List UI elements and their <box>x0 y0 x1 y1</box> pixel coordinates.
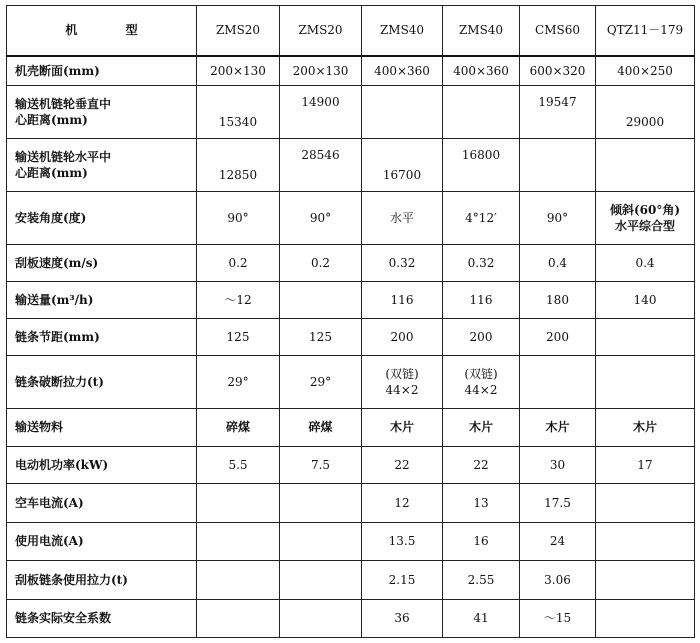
table-cell <box>197 599 280 637</box>
table-row <box>7 522 695 560</box>
table-cell: 200 <box>443 318 520 355</box>
table-cell: 200 <box>362 318 443 355</box>
table-cell: 400×250 <box>596 56 695 86</box>
table-cell <box>596 138 695 192</box>
table-row <box>7 86 695 139</box>
table-cell: 125 <box>197 318 280 355</box>
table-cell: 125 <box>280 318 362 355</box>
table-cell <box>197 561 280 599</box>
table-cell: 29000 <box>596 86 695 139</box>
table-cell <box>280 522 362 560</box>
table-cell: 400×360 <box>443 56 520 86</box>
table-row <box>7 318 695 355</box>
table-row <box>7 599 695 637</box>
table-row <box>7 446 695 483</box>
table-cell: 17 <box>596 446 695 483</box>
table-cell: 36 <box>362 599 443 637</box>
table-cell <box>520 138 596 192</box>
table-cell: 16800 <box>443 138 520 192</box>
table-row <box>7 408 695 446</box>
table-cell: 200×130 <box>197 56 280 86</box>
table-cell: 木片 <box>596 408 695 446</box>
row-label: 空车电流(A) <box>7 484 197 522</box>
table-cell: (双链) 44×2 <box>362 356 443 409</box>
table-cell: 17.5 <box>520 484 596 522</box>
table-cell: 600×320 <box>520 56 596 86</box>
table-cell <box>197 522 280 560</box>
table-row <box>7 282 695 318</box>
row-label: 链条实际安全系数 <box>7 599 197 637</box>
table-row <box>7 56 695 86</box>
table-cell: 22 <box>443 446 520 483</box>
table-cell: 5.5 <box>197 446 280 483</box>
table-cell: 碎煤 <box>197 408 280 446</box>
table-cell: 14900 <box>280 86 362 139</box>
table-cell <box>280 599 362 637</box>
header-row <box>7 6 695 56</box>
table-row <box>7 561 695 599</box>
table-cell: 0.4 <box>596 244 695 281</box>
table-cell: 2.55 <box>443 561 520 599</box>
table-cell: 22 <box>362 446 443 483</box>
row-label: 机壳断面(mm) <box>7 56 197 86</box>
table-cell: 200 <box>520 318 596 355</box>
table-cell: 水平 <box>362 192 443 245</box>
table-cell: (双链) 44×2 <box>443 356 520 409</box>
table-row <box>7 244 695 281</box>
table-cell: 19547 <box>520 86 596 139</box>
table-cell: 碎煤 <box>280 408 362 446</box>
row-label: 输送物料 <box>7 408 197 446</box>
table-cell: ～12 <box>197 282 280 318</box>
table-cell: 180 <box>520 282 596 318</box>
table-cell: 116 <box>362 282 443 318</box>
table-cell <box>596 318 695 355</box>
table-cell <box>596 561 695 599</box>
table-cell: 0.2 <box>280 244 362 281</box>
table-row <box>7 192 695 245</box>
table-cell <box>362 86 443 139</box>
table-cell: 2.15 <box>362 561 443 599</box>
table-cell: 0.32 <box>362 244 443 281</box>
table-row <box>7 138 695 192</box>
row-label: 电动机功率(kW) <box>7 446 197 483</box>
table-cell: 木片 <box>520 408 596 446</box>
table-cell: 29° <box>280 356 362 409</box>
spec-table <box>6 5 695 638</box>
table-cell: 90° <box>280 192 362 245</box>
row-label: 使用电流(A) <box>7 522 197 560</box>
table-cell: 140 <box>596 282 695 318</box>
table-cell <box>443 86 520 139</box>
row-label: 链条破断拉力(t) <box>7 356 197 409</box>
row-label: 安装角度(度) <box>7 192 197 245</box>
table-cell: 13 <box>443 484 520 522</box>
table-cell: ～15 <box>520 599 596 637</box>
table-cell: 4°12′ <box>443 192 520 245</box>
table-cell: 12850 <box>197 138 280 192</box>
table-cell: 0.32 <box>443 244 520 281</box>
table-cell: 24 <box>520 522 596 560</box>
table-cell: 90° <box>197 192 280 245</box>
model-header: ZMS40 <box>443 6 520 56</box>
table-cell: 29° <box>197 356 280 409</box>
header-label: 机 型 <box>7 6 197 56</box>
row-label: 刮板速度(m/s) <box>7 244 197 281</box>
table-cell: 木片 <box>362 408 443 446</box>
table-cell: 木片 <box>443 408 520 446</box>
table-cell: 7.5 <box>280 446 362 483</box>
table-cell: 16700 <box>362 138 443 192</box>
table-cell: 3.06 <box>520 561 596 599</box>
table-cell: 90° <box>520 192 596 245</box>
table-cell: 16 <box>443 522 520 560</box>
table-cell: 200×130 <box>280 56 362 86</box>
table-cell <box>280 561 362 599</box>
row-label: 输送机链轮水平中 心距离(mm) <box>7 138 197 192</box>
table-cell <box>596 599 695 637</box>
table-cell <box>280 282 362 318</box>
table-cell: 116 <box>443 282 520 318</box>
table-cell <box>596 484 695 522</box>
model-header: ZMS40 <box>362 6 443 56</box>
table-cell: 0.2 <box>197 244 280 281</box>
table-cell <box>197 484 280 522</box>
table-cell <box>520 356 596 409</box>
table-cell: 15340 <box>197 86 280 139</box>
table-row <box>7 356 695 409</box>
table-cell: 30 <box>520 446 596 483</box>
table-cell: 400×360 <box>362 56 443 86</box>
table-cell <box>596 356 695 409</box>
table-cell: 倾斜(60°角) 水平综合型 <box>596 192 695 245</box>
table-cell: 13.5 <box>362 522 443 560</box>
model-header: ZMS20 <box>280 6 362 56</box>
table-cell: 41 <box>443 599 520 637</box>
model-header: ZMS20 <box>197 6 280 56</box>
table-row <box>7 484 695 522</box>
table-cell: 12 <box>362 484 443 522</box>
row-label: 链条节距(mm) <box>7 318 197 355</box>
model-header: QTZ11－179 <box>596 6 695 56</box>
table-cell: 0.4 <box>520 244 596 281</box>
table-cell: 28546 <box>280 138 362 192</box>
table-cell <box>280 484 362 522</box>
table-cell <box>596 522 695 560</box>
row-label: 刮板链条使用拉力(t) <box>7 561 197 599</box>
row-label: 输送机链轮垂直中 心距离(mm) <box>7 86 197 139</box>
model-header: CMS60 <box>520 6 596 56</box>
row-label: 输送量(m³/h) <box>7 282 197 318</box>
